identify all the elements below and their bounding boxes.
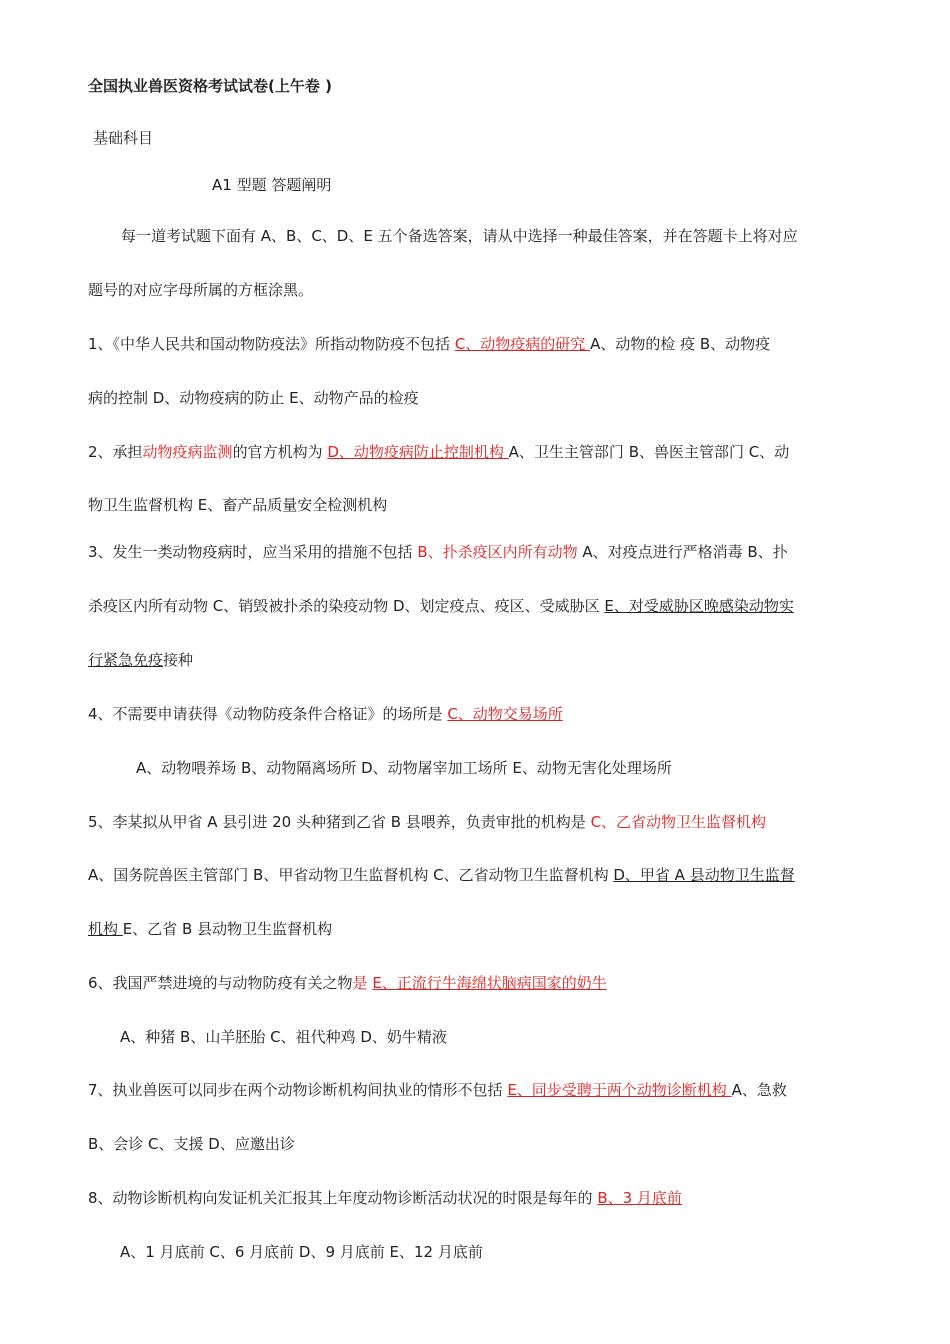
question-text: 的官方机构为 — [232, 443, 328, 461]
question-6-line-2: A、种猪 B、山羊胚胎 C、祖代种鸡 D、奶牛精液 — [120, 1028, 447, 1046]
question-1-line-2: 病的控制 D、动物疫病的防止 E、动物产品的检疫 — [88, 389, 419, 407]
question-text: 7、执业兽医可以同步在两个动物诊断机构间执业的情形不包括 — [88, 1081, 508, 1099]
underlined-option: 行紧急免疫 — [88, 651, 164, 669]
question-5-line-2 — [88, 864, 795, 886]
question-7-line-1 — [88, 1079, 787, 1101]
answer-mark: C、动物交易场所 — [447, 705, 563, 723]
question-text: 2、承担 — [88, 443, 143, 461]
answer-mark: D、动物疫病防止控制机构 — [327, 443, 509, 461]
answer-mark: C、乙省动物卫生监督机构 — [590, 813, 767, 831]
question-2-line-1 — [88, 441, 789, 463]
answer-mark: E、正流行牛海绵状脑病国家的奶牛 — [372, 974, 607, 992]
answer-mark: C、动物疫病的研究 — [454, 335, 591, 353]
question-5-line-1 — [88, 811, 766, 833]
highlight-text: 是 — [352, 974, 373, 992]
options-text: 杀疫区内所有动物 C、销毁被扑杀的染疫动物 D、划定疫点、疫区、受威胁区 — [88, 597, 605, 615]
options-text: A、卫生主管部门 B、兽医主管部门 C、动 — [508, 443, 790, 461]
instruction-line-1: 每一道考试题下面有 A、B、C、D、E 五个备选答案，请从中选择一种最佳答案，并在答题卡上将对应 — [121, 227, 798, 245]
options-text: A、急救 — [731, 1081, 787, 1099]
section-heading: A1 型题 答题阐明 — [212, 176, 332, 194]
question-2-line-2: 物卫生监督机构 E、畜产品质量安全检测机构 — [88, 496, 388, 514]
question-6-line-1 — [88, 972, 607, 994]
question-4-line-2: A、动物喂养场 B、动物隔离场所 D、动物屠宰加工场所 E、动物无害化处理场所 — [136, 759, 672, 777]
options-text: A、国务院兽医主管部门 B、甲省动物卫生监督机构 C、乙省动物卫生监督机构 — [88, 866, 614, 884]
question-text: 1、《中华人民共和国动物防疫法》所指动物防疫不包括 — [88, 335, 455, 353]
question-3-line-1 — [88, 541, 788, 563]
answer-mark: B、3 月底前 — [597, 1189, 682, 1207]
options-text: E、乙省 B 县动物卫生监督机构 — [122, 920, 333, 938]
question-3-line-2 — [88, 595, 794, 617]
question-text: 5、李某拟从甲省 A 县引进 20 头种猪到乙省 B 县喂养，负责审批的机构是 — [88, 813, 591, 831]
question-text: 6、我国严禁进境的与动物防疫有关之物 — [88, 974, 353, 992]
question-text: 3、发生一类动物疫病时，应当采用的措施不包括 — [88, 543, 418, 561]
answer-mark: E、同步受聘于两个动物诊断机构 — [507, 1081, 732, 1099]
question-5-line-3 — [88, 918, 332, 940]
question-text: 8、动物诊断机构向发证机关汇报其上年度动物诊断活动状况的时限是每年的 — [88, 1189, 598, 1207]
subject-label: 基础科目 — [93, 129, 154, 147]
options-text: A、对疫点进行严格消毒 B、扑 — [582, 543, 788, 561]
question-3-line-3 — [88, 649, 193, 671]
question-8-line-1 — [88, 1187, 682, 1209]
highlight-text: 动物疫病监测 — [142, 443, 233, 461]
underlined-option: D、甲省 A 县动物卫生监督 — [613, 866, 795, 884]
question-text: 4、不需要申请获得《动物防疫条件合格证》的场所是 — [88, 705, 448, 723]
underlined-option: E、对受威胁区晚感染动物实 — [604, 597, 794, 615]
instruction-line-2: 题号的对应字母所属的方框涂黑。 — [88, 281, 314, 299]
options-text: 接种 — [163, 651, 194, 669]
options-text: A、动物的检 疫 B、动物疫 — [590, 335, 771, 353]
underlined-option: 机构 — [88, 920, 123, 938]
question-1-line-1 — [88, 333, 770, 355]
question-8-line-2: A、1 月底前 C、6 月底前 D、9 月底前 E、12 月底前 — [120, 1243, 483, 1261]
exam-title: 全国执业兽医资格考试试卷(上午卷 ) — [88, 77, 332, 95]
answer-mark: B、扑杀疫区内所有动物 — [417, 543, 583, 561]
question-4-line-1 — [88, 703, 563, 725]
question-7-line-2: B、会诊 C、支援 D、应邀出诊 — [88, 1135, 295, 1153]
